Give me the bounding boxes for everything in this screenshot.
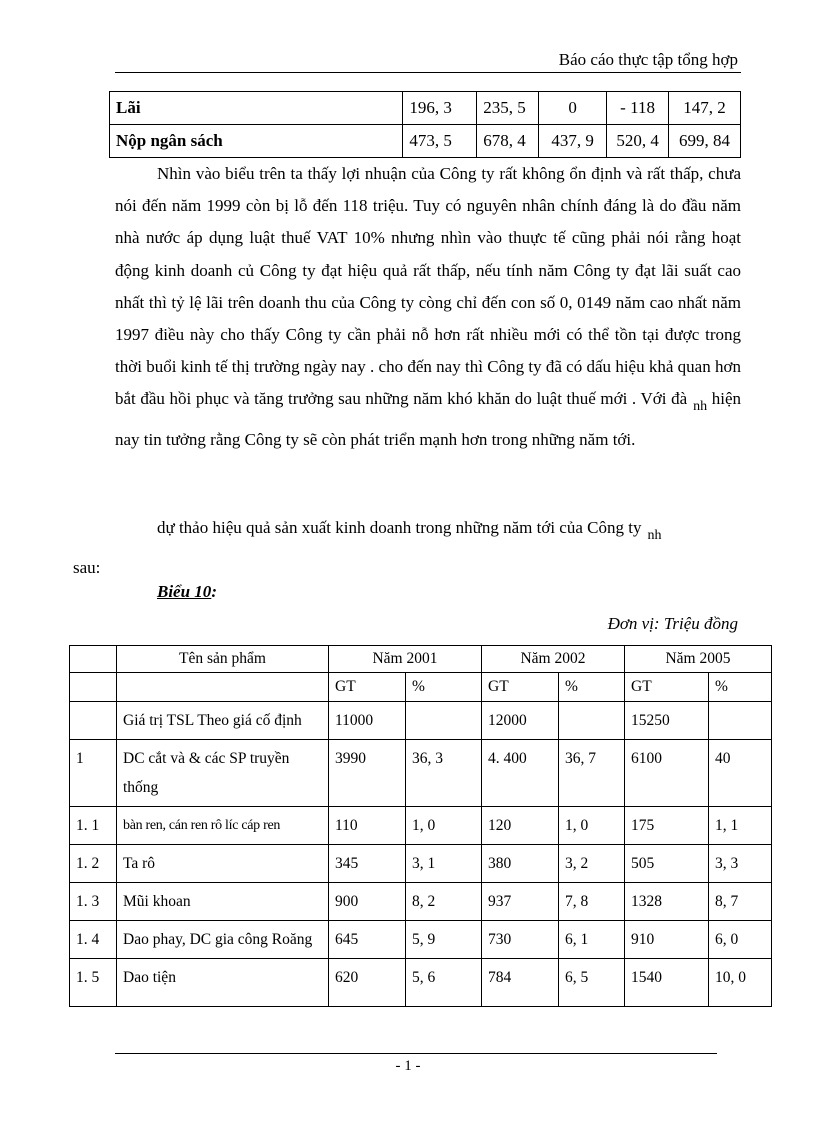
table-cell: 380	[482, 845, 559, 883]
table-cell: 3990	[329, 740, 406, 807]
table-row	[70, 740, 772, 807]
table-cell: 0	[539, 92, 607, 125]
table-cell: 120	[482, 807, 559, 845]
table-cell: 699, 84	[669, 125, 741, 158]
table-cell: 235, 5	[477, 92, 539, 125]
column-header-product: Tên sản phẩm	[117, 646, 329, 673]
table-cell: 1, 0	[406, 807, 482, 845]
paragraph-text: dự thảo hiệu quả sản xuất kinh doanh trong những năm tới của Công ty	[157, 518, 642, 537]
table-cell: 15250	[625, 702, 709, 740]
table-cell: 520, 4	[607, 125, 669, 158]
table-cell: 784	[482, 959, 559, 1007]
table-row	[70, 959, 772, 1007]
row-name: Ta rô	[117, 845, 329, 883]
row-name: Mũi khoan	[117, 883, 329, 921]
table-cell: 910	[625, 921, 709, 959]
table-header-row	[70, 646, 772, 673]
table-cell: 12000	[482, 702, 559, 740]
table-cell: 1, 1	[709, 807, 772, 845]
table-cell: 5, 6	[406, 959, 482, 1007]
row-number: 1	[70, 740, 117, 807]
table-cell: 6100	[625, 740, 709, 807]
header-title: Báo cáo thực tập tổng hợp	[558, 50, 738, 69]
column-header-year: Năm 2001	[329, 646, 482, 673]
analysis-paragraph	[115, 158, 741, 456]
table-cell: 6, 0	[709, 921, 772, 959]
table-cell: 1328	[625, 883, 709, 921]
unit-label: Đơn vị: Triệu đồng	[607, 614, 738, 633]
row-name: bàn ren, cán ren rô líc cáp ren	[117, 807, 329, 845]
table-cell: 645	[329, 921, 406, 959]
table-cell: 345	[329, 845, 406, 883]
paragraph-tail: hiện nay tin tưởng rằng Công ty sẽ còn phát triển mạnh hơn trong những năm tới.	[115, 389, 741, 449]
summary-table	[109, 91, 741, 158]
table-cell: 3, 3	[709, 845, 772, 883]
row-name: DC cắt và & các SP truyền thống	[117, 740, 329, 807]
header-rule	[115, 72, 741, 73]
table-cell: 110	[329, 807, 406, 845]
table-cell	[117, 673, 329, 702]
table-cell: 437, 9	[539, 125, 607, 158]
paragraph-tail: sau:	[73, 558, 101, 578]
paragraph-fragment: nh	[693, 399, 708, 415]
row-number: 1. 1	[70, 807, 117, 845]
table-row	[70, 921, 772, 959]
column-header-year: Năm 2005	[625, 646, 772, 673]
table-cell: 1, 0	[559, 807, 625, 845]
table-cell: 10, 0	[709, 959, 772, 1007]
subheader-cell: GT	[329, 673, 406, 702]
table-cell: - 118	[607, 92, 669, 125]
table-row	[70, 883, 772, 921]
row-number: 1. 3	[70, 883, 117, 921]
table-cell: 36, 3	[406, 740, 482, 807]
page-number: - 1 -	[395, 1058, 421, 1074]
table-row	[70, 845, 772, 883]
table-cell	[559, 702, 625, 740]
row-label: Lãi	[110, 92, 403, 125]
table-cell: 6, 1	[559, 921, 625, 959]
table-caption	[157, 582, 217, 602]
table-cell: 473, 5	[403, 125, 477, 158]
table-cell: 6, 5	[559, 959, 625, 1007]
subheader-cell: %	[406, 673, 482, 702]
row-label: Nộp ngân sách	[110, 125, 403, 158]
table-cell: 8, 7	[709, 883, 772, 921]
table-cell: 196, 3	[403, 92, 477, 125]
table-row	[70, 807, 772, 845]
table-cell: 3, 1	[406, 845, 482, 883]
table-cell: 3, 2	[559, 845, 625, 883]
row-number: 1. 4	[70, 921, 117, 959]
table-cell: 900	[329, 883, 406, 921]
table-cell: 8, 2	[406, 883, 482, 921]
table-cell: 1540	[625, 959, 709, 1007]
subheader-cell: %	[709, 673, 772, 702]
row-number: 1. 5	[70, 959, 117, 1007]
subheader-cell: GT	[625, 673, 709, 702]
table-cell: 40	[709, 740, 772, 807]
table-cell	[709, 702, 772, 740]
table-subheader-row	[70, 673, 772, 702]
forecast-table	[69, 645, 772, 1007]
forecast-paragraph	[73, 512, 741, 584]
table-row	[70, 702, 772, 740]
row-number	[70, 702, 117, 740]
table-cell	[406, 702, 482, 740]
table-cell: 678, 4	[477, 125, 539, 158]
table-cell: 937	[482, 883, 559, 921]
row-name: Giá trị TSL Theo giá cố định	[117, 702, 329, 740]
row-number: 1. 2	[70, 845, 117, 883]
table-cell: 147, 2	[669, 92, 741, 125]
table-cell: 11000	[329, 702, 406, 740]
caption-colon: :	[211, 582, 217, 601]
row-name: Dao phay, DC gia công Roăng	[117, 921, 329, 959]
table-cell: 5, 9	[406, 921, 482, 959]
table-cell	[70, 673, 117, 702]
caption-label: Biểu 10	[157, 582, 212, 601]
table-cell: 4. 400	[482, 740, 559, 807]
table-cell: 36, 7	[559, 740, 625, 807]
subheader-cell: %	[559, 673, 625, 702]
footer-rule	[115, 1053, 717, 1054]
table-cell: 730	[482, 921, 559, 959]
paragraph-fragment: nh	[647, 528, 662, 543]
table-cell: 175	[625, 807, 709, 845]
table-cell	[70, 646, 117, 673]
table-cell: 620	[329, 959, 406, 1007]
table-row	[110, 92, 741, 125]
column-header-year: Năm 2002	[482, 646, 625, 673]
subheader-cell: GT	[482, 673, 559, 702]
table-cell: 505	[625, 845, 709, 883]
row-name: Dao tiện	[117, 959, 329, 1007]
table-cell: 7, 8	[559, 883, 625, 921]
table-row	[110, 125, 741, 158]
paragraph-text: Nhìn vào biểu trên ta thấy lợi nhuận của Công ty rất không ổn định và rất thấp, chưa nói đến năm 1999 còn bị lỗ đến 118 triệu. Tuy có nguyên nhân chính đáng là do đầu năm nhà nước áp dụng luật thuế VAT 10% nhưng nhìn vào thuực tế cũng phải nói rằng hoạt động kinh doanh củ Công ty đạt hiệu quả rất thấp, nếu tính năm Công ty đạt lãi suất cao nhất thì tỷ lệ lãi trên doanh thu của Công ty còng chỉ đến con số 0, 0149 năm cao nhất năm 1997 điều này cho thấy Công ty cần phải nỗ hơn rất nhiều mới có thể tồn tại được trong thời buổi kinh tế thị trường ngày nay . cho đến nay thì Công ty đã có dấu hiệu khả quan hơn bắt đầu hồi phục và tăng trưởng sau những năm khó khăn do luật thuế mới . Với đà	[115, 164, 741, 409]
